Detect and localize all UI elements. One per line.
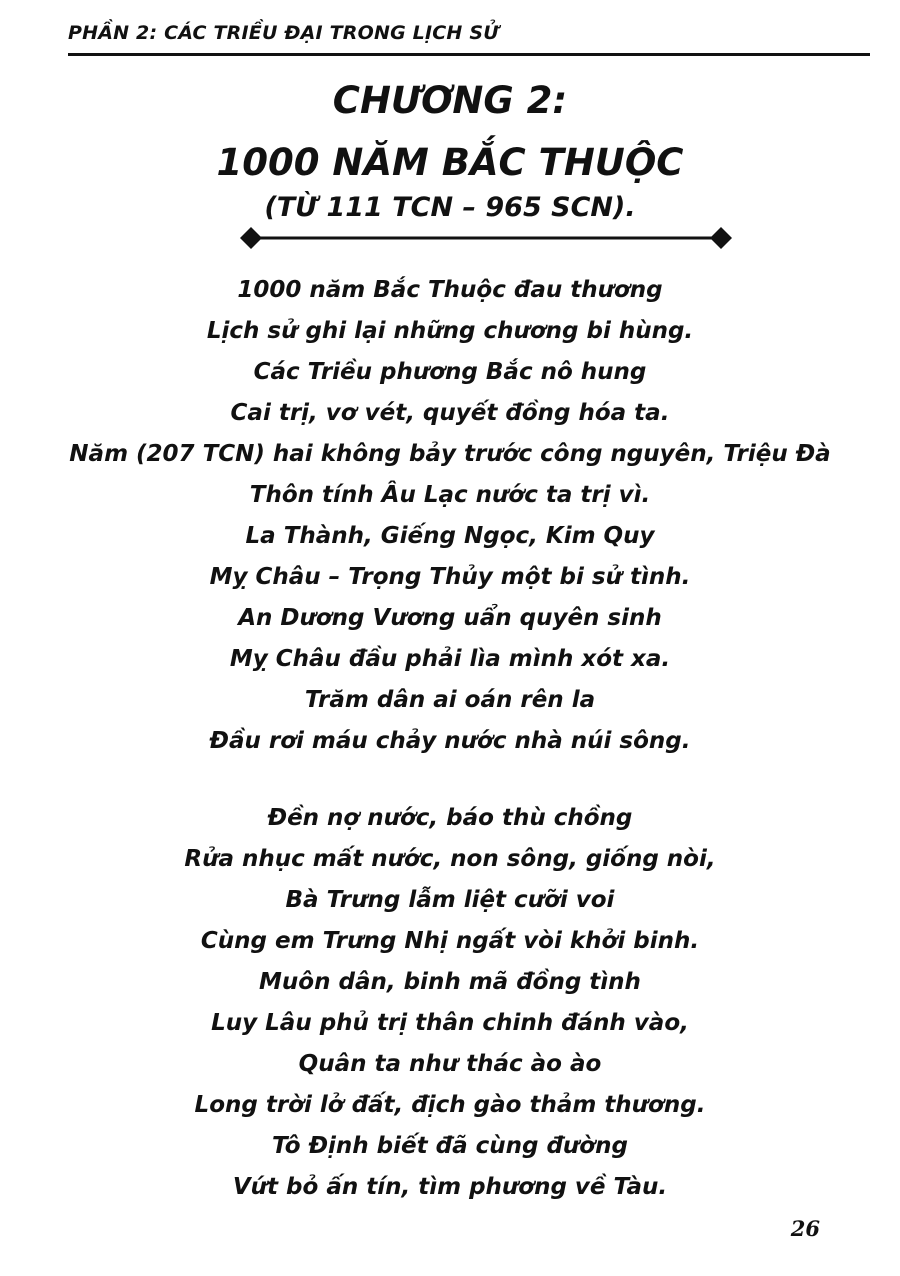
chapter-subtitle: 1000 NĂM BẮC THUỘC (216, 141, 684, 184)
running-header: PHẦN 2: CÁC TRIỀU ĐẠI TRONG LỊCH SỬ (68, 22, 499, 44)
poem-line: Bà Trưng lẫm liệt cưỡi voi (285, 887, 615, 913)
diamond-right-icon (710, 227, 732, 249)
poem-line: Đầu rơi máu chảy nước nhà núi sông. (209, 728, 691, 754)
chapter-date-range: (TỪ 111 TCN – 965 SCN). (264, 192, 636, 223)
poem-line: La Thành, Giếng Ngọc, Kim Quy (245, 523, 655, 549)
poem-line: Rửa nhục mất nước, non sông, giống nòi, (184, 846, 716, 872)
poem-line: Luy Lâu phủ trị thân chinh đánh vào, (211, 1010, 689, 1036)
poem (0, 270, 900, 1208)
poem-line: Vứt bỏ ấn tín, tìm phương về Tàu. (232, 1174, 668, 1200)
poem-line: Tô Định biết đã cùng đường (272, 1133, 628, 1159)
header-rule (68, 53, 870, 56)
poem-line: Quân ta như thác ào ào (298, 1051, 602, 1077)
diamond-left-icon (240, 227, 262, 249)
poem-line: Mỵ Châu – Trọng Thủy một bi sử tình. (209, 564, 691, 590)
poem-line: Mỵ Châu đầu phải lìa mình xót xa. (229, 646, 671, 672)
ornament-divider (236, 224, 736, 252)
page-number: 26 (790, 1216, 820, 1241)
poem-line: Thôn tính Âu Lạc nước ta trị vì. (249, 482, 651, 508)
poem-line: 1000 năm Bắc Thuộc đau thương (237, 277, 663, 303)
stanza-2 (0, 798, 900, 1208)
poem-line: Long trời lở đất, địch gào thảm thương. (194, 1092, 706, 1118)
poem-line: Lịch sử ghi lại những chương bi hùng. (206, 318, 694, 344)
poem-line: Trăm dân ai oán rên la (304, 687, 596, 713)
poem-line: Cai trị, vơ vét, quyết đồng hóa ta. (230, 400, 670, 426)
poem-line: Đền nợ nước, báo thù chồng (267, 805, 633, 831)
stanza-gap (0, 762, 900, 798)
poem-line: Năm (207 TCN) hai không bảy trước công nguyên, Triệu Đà (69, 441, 831, 467)
poem-line: An Dương Vương uẩn quyên sinh (238, 605, 662, 631)
poem-line: Muôn dân, binh mã đồng tình (259, 969, 641, 995)
stanza-1 (0, 270, 900, 762)
poem-line: Các Triều phương Bắc nô hung (253, 359, 647, 385)
poem-line: Cùng em Trưng Nhị ngất vòi khởi binh. (200, 928, 700, 954)
chapter-title: CHƯƠNG 2: (332, 79, 568, 122)
